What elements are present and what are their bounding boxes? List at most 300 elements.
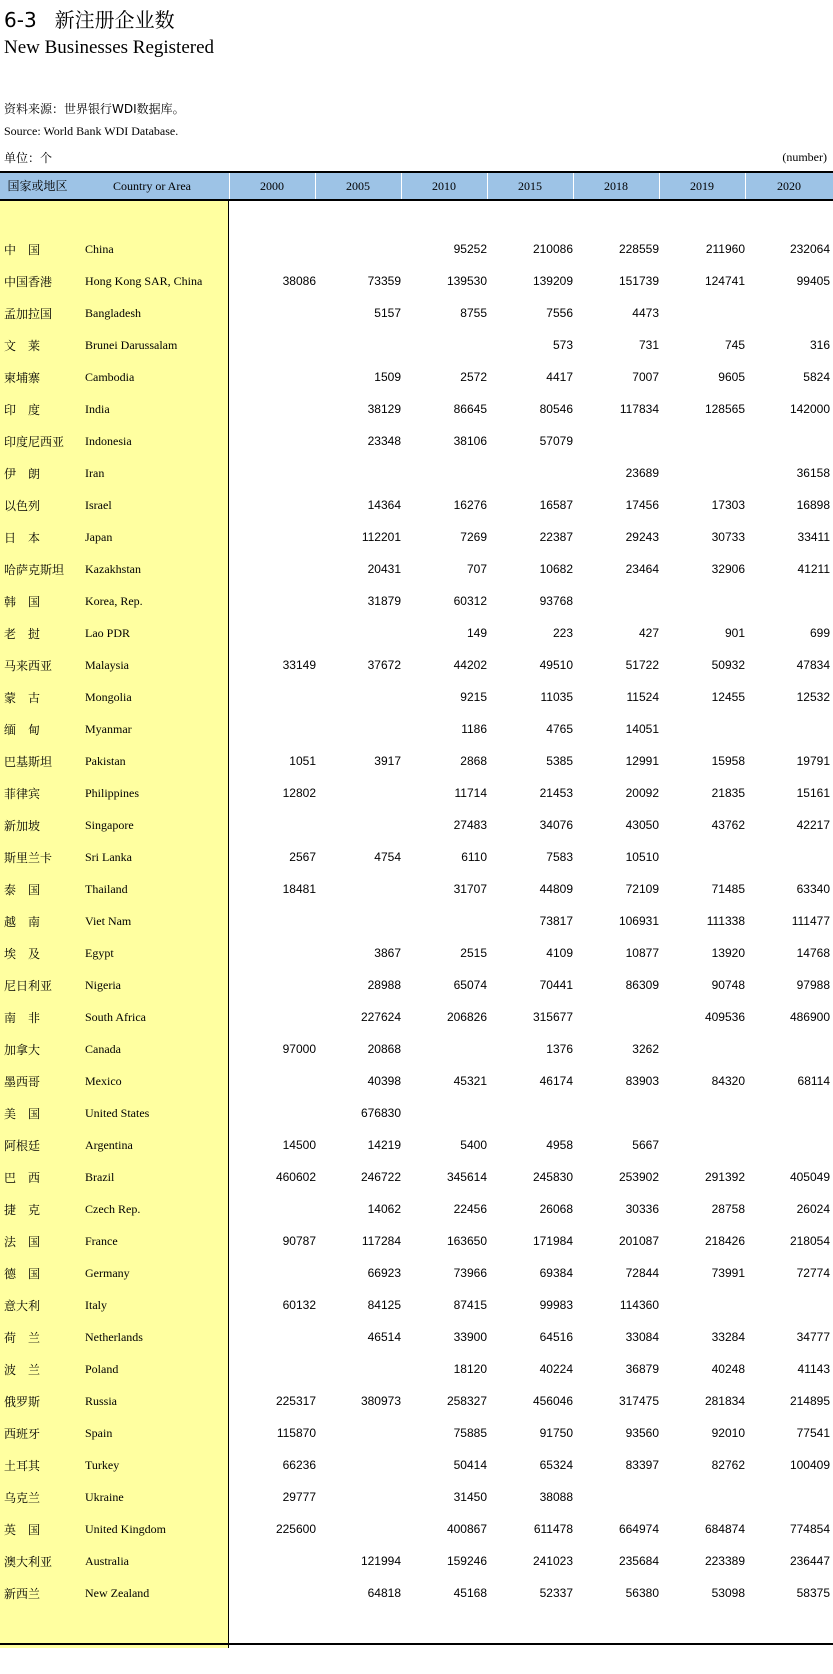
value-cell-2015: 4109 (546, 946, 573, 960)
unit-label-en: (number) (782, 150, 827, 164)
value-cell-2015: 99983 (539, 1298, 573, 1312)
country-name-cn: 阿根廷 (4, 1139, 41, 1153)
value-cell-2020: 774854 (789, 1522, 830, 1536)
value-cell-2015: 4765 (546, 722, 573, 736)
value-cell-2005: 23348 (367, 434, 401, 448)
table-row (0, 689, 833, 721)
country-name-en: Czech Rep. (85, 1202, 141, 1216)
country-name-cn: 中 国 (4, 243, 41, 257)
value-cell-2018: 106931 (618, 914, 659, 928)
country-name-en: Brazil (85, 1170, 115, 1184)
country-name-en: Sri Lanka (85, 850, 132, 864)
table-row (0, 1201, 833, 1233)
country-name-en: Singapore (85, 818, 134, 832)
value-cell-2020: 41143 (797, 1362, 830, 1376)
country-name-cn: 土耳其 (4, 1459, 41, 1473)
value-cell-2018: 11524 (626, 690, 659, 704)
table-row (0, 465, 833, 497)
country-name-en: China (85, 242, 114, 256)
country-name-cn: 菲律宾 (4, 787, 41, 801)
value-cell-2020: 405049 (789, 1170, 830, 1184)
country-name-en: South Africa (85, 1010, 146, 1024)
value-cell-2005: 227624 (360, 1010, 401, 1024)
country-name-cn: 哈萨克斯坦 (4, 563, 65, 577)
value-cell-2010: 33900 (453, 1330, 487, 1344)
value-cell-2019: 43762 (711, 818, 745, 832)
country-name-en: Germany (85, 1266, 130, 1280)
value-cell-2000: 1051 (289, 754, 316, 768)
country-name-en: Japan (85, 530, 113, 544)
header-year: 2018 (604, 179, 628, 193)
value-cell-2000: 18481 (282, 882, 316, 896)
country-name-en: Spain (85, 1426, 113, 1440)
value-cell-2010: 38106 (453, 434, 487, 448)
value-cell-2005: 4754 (374, 850, 401, 864)
value-cell-2020: 142000 (789, 402, 830, 416)
value-cell-2005: 14219 (367, 1138, 401, 1152)
value-cell-2015: 65324 (539, 1458, 573, 1472)
value-cell-2000: 460602 (275, 1170, 316, 1184)
country-name-cn: 俄罗斯 (4, 1395, 41, 1409)
value-cell-2010: 18120 (453, 1362, 487, 1376)
value-cell-2010: 44202 (453, 658, 487, 672)
value-cell-2010: 95252 (453, 242, 487, 256)
value-cell-2010: 9215 (460, 690, 487, 704)
value-cell-2005: 1509 (374, 370, 401, 384)
value-cell-2010: 2868 (460, 754, 487, 768)
country-name-cn: 澳大利亚 (4, 1555, 53, 1569)
value-cell-2010: 2515 (460, 946, 487, 960)
table-row (0, 785, 833, 817)
country-name-en: India (85, 402, 110, 416)
country-name-en: Malaysia (85, 658, 129, 672)
value-cell-2020: 12532 (796, 690, 830, 704)
value-cell-2010: 87415 (453, 1298, 487, 1312)
table-row (0, 1041, 833, 1073)
country-name-cn: 斯里兰卡 (4, 851, 53, 865)
value-cell-2015: 57079 (539, 434, 573, 448)
country-name-cn: 荷 兰 (4, 1331, 41, 1345)
value-cell-2010: 73966 (453, 1266, 487, 1280)
header-country-en: Country or Area (113, 179, 191, 193)
value-cell-2019: 73991 (711, 1266, 745, 1280)
value-cell-2018: 10877 (625, 946, 659, 960)
value-cell-2015: 80546 (539, 402, 573, 416)
value-cell-2019: 218426 (704, 1234, 745, 1248)
value-cell-2020: 316 (809, 338, 830, 352)
table-bottom-rule (0, 1643, 833, 1645)
value-cell-2019: 291392 (704, 1170, 745, 1184)
value-cell-2019: 84320 (711, 1074, 745, 1088)
value-cell-2020: 99405 (796, 274, 830, 288)
value-cell-2019: 50932 (711, 658, 745, 672)
value-cell-2010: 16276 (453, 498, 487, 512)
country-name-cn: 缅 甸 (4, 723, 41, 737)
value-cell-2020: 14768 (796, 946, 830, 960)
value-cell-2005: 3917 (374, 754, 401, 768)
value-cell-2019: 90748 (711, 978, 745, 992)
country-name-en: Egypt (85, 946, 114, 960)
value-cell-2010: 31707 (453, 882, 487, 896)
header-year: 2000 (260, 179, 284, 193)
value-cell-2010: 45321 (453, 1074, 487, 1088)
table-row (0, 1521, 833, 1553)
value-cell-2020: 16898 (796, 498, 830, 512)
table-row (0, 1425, 833, 1457)
table-row (0, 721, 833, 753)
country-name-cn: 波 兰 (4, 1363, 41, 1377)
value-cell-2020: 72774 (796, 1266, 830, 1280)
value-cell-2015: 573 (552, 338, 573, 352)
value-cell-2020: 5824 (803, 370, 830, 384)
value-cell-2020: 486900 (789, 1010, 830, 1024)
value-cell-2010: 86645 (453, 402, 487, 416)
unit-label-cn: 单位：个 (4, 151, 53, 165)
value-cell-2005: 20868 (367, 1042, 401, 1056)
source-note-en: Source: World Bank WDI Database. (4, 124, 179, 138)
value-cell-2005: 380973 (360, 1394, 401, 1408)
value-cell-2018: 83397 (625, 1458, 659, 1472)
table-row (0, 977, 833, 1009)
value-cell-2019: 111338 (706, 914, 745, 928)
value-cell-2019: 409536 (704, 1010, 745, 1024)
country-name-cn: 德 国 (4, 1267, 41, 1281)
value-cell-2020: 36158 (796, 466, 830, 480)
country-name-en: Myanmar (85, 722, 132, 736)
value-cell-2005: 66923 (367, 1266, 401, 1280)
value-cell-2005: 31879 (367, 594, 401, 608)
country-name-cn: 日 本 (4, 531, 41, 545)
value-cell-2015: 315677 (532, 1010, 573, 1024)
value-cell-2018: 117834 (619, 402, 659, 416)
value-cell-2000: 66236 (282, 1458, 316, 1472)
value-cell-2020: 63340 (796, 882, 830, 896)
value-cell-2000: 33149 (282, 658, 316, 672)
table-row (0, 1265, 833, 1297)
value-cell-2018: 253902 (618, 1170, 659, 1184)
value-cell-2018: 317475 (618, 1394, 659, 1408)
value-cell-2018: 4473 (632, 306, 659, 320)
value-cell-2005: 14364 (367, 498, 401, 512)
table-row (0, 1489, 833, 1521)
table-row (0, 273, 833, 305)
value-cell-2015: 26068 (539, 1202, 573, 1216)
table-row (0, 337, 833, 369)
country-name-en: Korea, Rep. (85, 594, 143, 608)
value-cell-2018: 51722 (625, 658, 659, 672)
country-name-cn: 印 度 (4, 403, 41, 417)
table-row (0, 1105, 833, 1137)
value-cell-2020: 68114 (797, 1074, 830, 1088)
value-cell-2010: 6110 (461, 850, 487, 864)
value-cell-2005: 117284 (361, 1234, 401, 1248)
value-cell-2019: 40248 (711, 1362, 745, 1376)
value-cell-2018: 731 (638, 338, 659, 352)
value-cell-2020: 232064 (789, 242, 830, 256)
value-cell-2018: 83903 (625, 1074, 659, 1088)
value-cell-2019: 12455 (711, 690, 745, 704)
table-row (0, 497, 833, 529)
country-name-en: Turkey (85, 1458, 120, 1472)
country-name-cn: 老 挝 (4, 627, 41, 641)
value-cell-2015: 171984 (532, 1234, 573, 1248)
country-name-cn: 伊 朗 (4, 467, 41, 481)
value-cell-2020: 34777 (796, 1330, 830, 1344)
value-cell-2005: 84125 (367, 1298, 401, 1312)
value-cell-2015: 223 (552, 626, 573, 640)
value-cell-2010: 2572 (460, 370, 487, 384)
country-name-en: Mongolia (85, 690, 132, 704)
value-cell-2020: 58375 (796, 1586, 830, 1600)
value-cell-2020: 699 (809, 626, 830, 640)
value-cell-2015: 70441 (539, 978, 573, 992)
value-cell-2018: 36879 (625, 1362, 659, 1376)
value-cell-2020: 218054 (789, 1234, 830, 1248)
country-name-cn: 马来西亚 (4, 659, 53, 673)
table-row (0, 753, 833, 785)
value-cell-2019: 82762 (711, 1458, 745, 1472)
country-name-en: Hong Kong SAR, China (85, 274, 203, 288)
value-cell-2005: 676830 (360, 1106, 401, 1120)
value-cell-2015: 49510 (539, 658, 573, 672)
value-cell-2015: 245830 (532, 1170, 573, 1184)
value-cell-2000: 14500 (282, 1138, 316, 1152)
value-cell-2020: 77541 (796, 1426, 830, 1440)
table-row (0, 1457, 833, 1489)
value-cell-2018: 30336 (625, 1202, 659, 1216)
table-row (0, 1297, 833, 1329)
country-name-cn: 越 南 (4, 915, 41, 929)
value-cell-2010: 45168 (453, 1586, 487, 1600)
value-cell-2018: 114360 (619, 1298, 659, 1312)
country-name-en: Canada (85, 1042, 121, 1056)
country-name-cn: 西班牙 (4, 1427, 41, 1441)
value-cell-2020: 111477 (791, 914, 830, 928)
value-cell-2005: 5157 (374, 306, 401, 320)
value-cell-2015: 139209 (532, 274, 573, 288)
value-cell-2019: 13920 (711, 946, 745, 960)
value-cell-2019: 71485 (711, 882, 745, 896)
value-cell-2005: 3867 (374, 946, 401, 960)
value-cell-2010: 149 (466, 626, 487, 640)
value-cell-2020: 236447 (789, 1554, 830, 1568)
country-name-cn: 意大利 (4, 1299, 41, 1313)
value-cell-2020: 19791 (796, 754, 830, 768)
header-year: 2020 (777, 179, 801, 193)
value-cell-2005: 37672 (367, 658, 401, 672)
value-cell-2005: 28988 (367, 978, 401, 992)
value-cell-2000: 225317 (275, 1394, 316, 1408)
table-row (0, 305, 833, 337)
value-cell-2020: 42217 (796, 818, 830, 832)
country-name-cn: 新加坡 (4, 819, 41, 833)
value-cell-2000: 38086 (282, 274, 316, 288)
country-name-en: Cambodia (85, 370, 135, 384)
header-year: 2005 (346, 179, 370, 193)
value-cell-2015: 4958 (546, 1138, 573, 1152)
value-cell-2018: 56380 (625, 1586, 659, 1600)
value-cell-2018: 23689 (625, 466, 659, 480)
country-name-en: Kazakhstan (85, 562, 141, 576)
value-cell-2010: 163650 (446, 1234, 487, 1248)
value-cell-2018: 23464 (625, 562, 659, 576)
value-cell-2010: 8755 (460, 306, 487, 320)
country-name-en: Ukraine (85, 1490, 124, 1504)
value-cell-2005: 38129 (367, 402, 401, 416)
header-year: 2015 (518, 179, 542, 193)
value-cell-2015: 456046 (532, 1394, 573, 1408)
country-name-cn: 韩 国 (4, 595, 41, 609)
table-row (0, 561, 833, 593)
country-name-en: Australia (85, 1554, 129, 1568)
table-header-row (0, 171, 833, 201)
value-cell-2010: 258327 (446, 1394, 487, 1408)
value-cell-2000: 12802 (282, 786, 316, 800)
country-name-en: Russia (85, 1394, 118, 1408)
value-cell-2005: 121994 (360, 1554, 401, 1568)
value-cell-2018: 93560 (625, 1426, 659, 1440)
country-name-cn: 巴基斯坦 (4, 755, 53, 769)
value-cell-2018: 235684 (618, 1554, 659, 1568)
value-cell-2019: 33284 (711, 1330, 745, 1344)
value-cell-2018: 29243 (625, 530, 659, 544)
country-name-en: Netherlands (85, 1330, 143, 1344)
value-cell-2000: 225600 (275, 1522, 316, 1536)
value-cell-2010: 65074 (453, 978, 487, 992)
value-cell-2015: 73817 (539, 914, 573, 928)
value-cell-2015: 10682 (539, 562, 573, 576)
table-number: 6-3 (4, 8, 37, 32)
value-cell-2018: 72844 (625, 1266, 659, 1280)
table-row (0, 529, 833, 561)
value-cell-2010: 400867 (446, 1522, 487, 1536)
country-name-en: Italy (85, 1298, 107, 1312)
value-cell-2015: 22387 (539, 530, 573, 544)
country-name-cn: 新西兰 (4, 1587, 41, 1601)
country-name-cn: 捷 克 (4, 1203, 41, 1217)
table-row (0, 625, 833, 657)
country-name-en: Pakistan (85, 754, 126, 768)
value-cell-2015: 5385 (546, 754, 573, 768)
value-cell-2018: 43050 (625, 818, 659, 832)
value-cell-2000: 115870 (276, 1426, 316, 1440)
value-cell-2018: 20092 (625, 786, 659, 800)
value-cell-2015: 69384 (539, 1266, 573, 1280)
value-cell-2019: 53098 (711, 1586, 745, 1600)
value-cell-2015: 38088 (539, 1490, 573, 1504)
value-cell-2005: 20431 (367, 562, 401, 576)
table-row (0, 369, 833, 401)
value-cell-2005: 112201 (361, 530, 401, 544)
value-cell-2005: 40398 (367, 1074, 401, 1088)
value-cell-2010: 7269 (460, 530, 487, 544)
value-cell-2019: 17303 (711, 498, 745, 512)
value-cell-2010: 5400 (460, 1138, 487, 1152)
table-row (0, 1137, 833, 1169)
value-cell-2015: 241023 (532, 1554, 573, 1568)
country-name-cn: 中国香港 (4, 275, 53, 289)
country-name-en: New Zealand (85, 1586, 150, 1600)
value-cell-2015: 7556 (546, 306, 573, 320)
value-cell-2015: 64516 (539, 1330, 573, 1344)
value-cell-2015: 93768 (539, 594, 573, 608)
header-year: 2019 (690, 179, 714, 193)
country-name-en: Philippines (85, 786, 140, 800)
country-name-en: Brunei Darussalam (85, 338, 178, 352)
country-name-cn: 南 非 (4, 1011, 41, 1025)
value-cell-2019: 21835 (711, 786, 745, 800)
table-row (0, 1585, 833, 1617)
value-cell-2019: 901 (724, 626, 745, 640)
value-cell-2018: 664974 (618, 1522, 659, 1536)
value-cell-2005: 46514 (367, 1330, 401, 1344)
value-cell-2019: 223389 (704, 1554, 745, 1568)
country-name-en: Israel (85, 498, 112, 512)
country-name-cn: 巴 西 (4, 1171, 41, 1185)
value-cell-2019: 15958 (711, 754, 745, 768)
value-cell-2010: 75885 (453, 1426, 487, 1440)
country-name-cn: 埃 及 (4, 947, 41, 961)
value-cell-2020: 15161 (796, 786, 830, 800)
value-cell-2019: 128565 (704, 402, 745, 416)
country-name-cn: 柬埔寨 (4, 371, 41, 385)
header-country-cn: 国家或地区 (7, 179, 68, 193)
value-cell-2015: 4417 (546, 370, 573, 384)
value-cell-2015: 44809 (539, 882, 573, 896)
value-cell-2019: 124741 (704, 274, 745, 288)
country-name-cn: 美 国 (4, 1107, 41, 1121)
value-cell-2018: 10510 (625, 850, 659, 864)
value-cell-2015: 210086 (532, 242, 573, 256)
value-cell-2005: 64818 (367, 1586, 401, 1600)
value-cell-2015: 611478 (533, 1522, 573, 1536)
country-name-en: Mexico (85, 1074, 122, 1088)
value-cell-2020: 214895 (789, 1394, 830, 1408)
country-name-cn: 墨西哥 (4, 1075, 41, 1089)
table-row (0, 1009, 833, 1041)
country-name-cn: 乌克兰 (4, 1491, 41, 1505)
title-cn-text: 新注册企业数 (54, 8, 175, 32)
value-cell-2015: 7583 (546, 850, 573, 864)
value-cell-2020: 47834 (796, 658, 830, 672)
table-row (0, 817, 833, 849)
table-row (0, 593, 833, 625)
value-cell-2020: 97988 (796, 978, 830, 992)
country-name-cn: 文 莱 (4, 339, 41, 353)
country-name-en: Thailand (85, 882, 128, 896)
value-cell-2000: 29777 (282, 1490, 316, 1504)
value-cell-2010: 50414 (453, 1458, 487, 1472)
table-row (0, 881, 833, 913)
country-name-cn: 尼日利亚 (4, 979, 53, 993)
table-row (0, 1169, 833, 1201)
value-cell-2015: 16587 (539, 498, 573, 512)
value-cell-2015: 40224 (539, 1362, 573, 1376)
value-cell-2010: 707 (466, 562, 487, 576)
table-row (0, 945, 833, 977)
value-cell-2018: 228559 (618, 242, 659, 256)
value-cell-2018: 201087 (618, 1234, 659, 1248)
value-cell-2018: 427 (638, 626, 659, 640)
table-row (0, 401, 833, 433)
country-name-en: Bangladesh (85, 306, 141, 320)
value-cell-2019: 684874 (704, 1522, 745, 1536)
country-name-en: Viet Nam (85, 914, 132, 928)
table-row (0, 657, 833, 689)
value-cell-2010: 345614 (446, 1170, 487, 1184)
value-cell-2010: 60312 (453, 594, 487, 608)
value-cell-2019: 211960 (705, 242, 745, 256)
